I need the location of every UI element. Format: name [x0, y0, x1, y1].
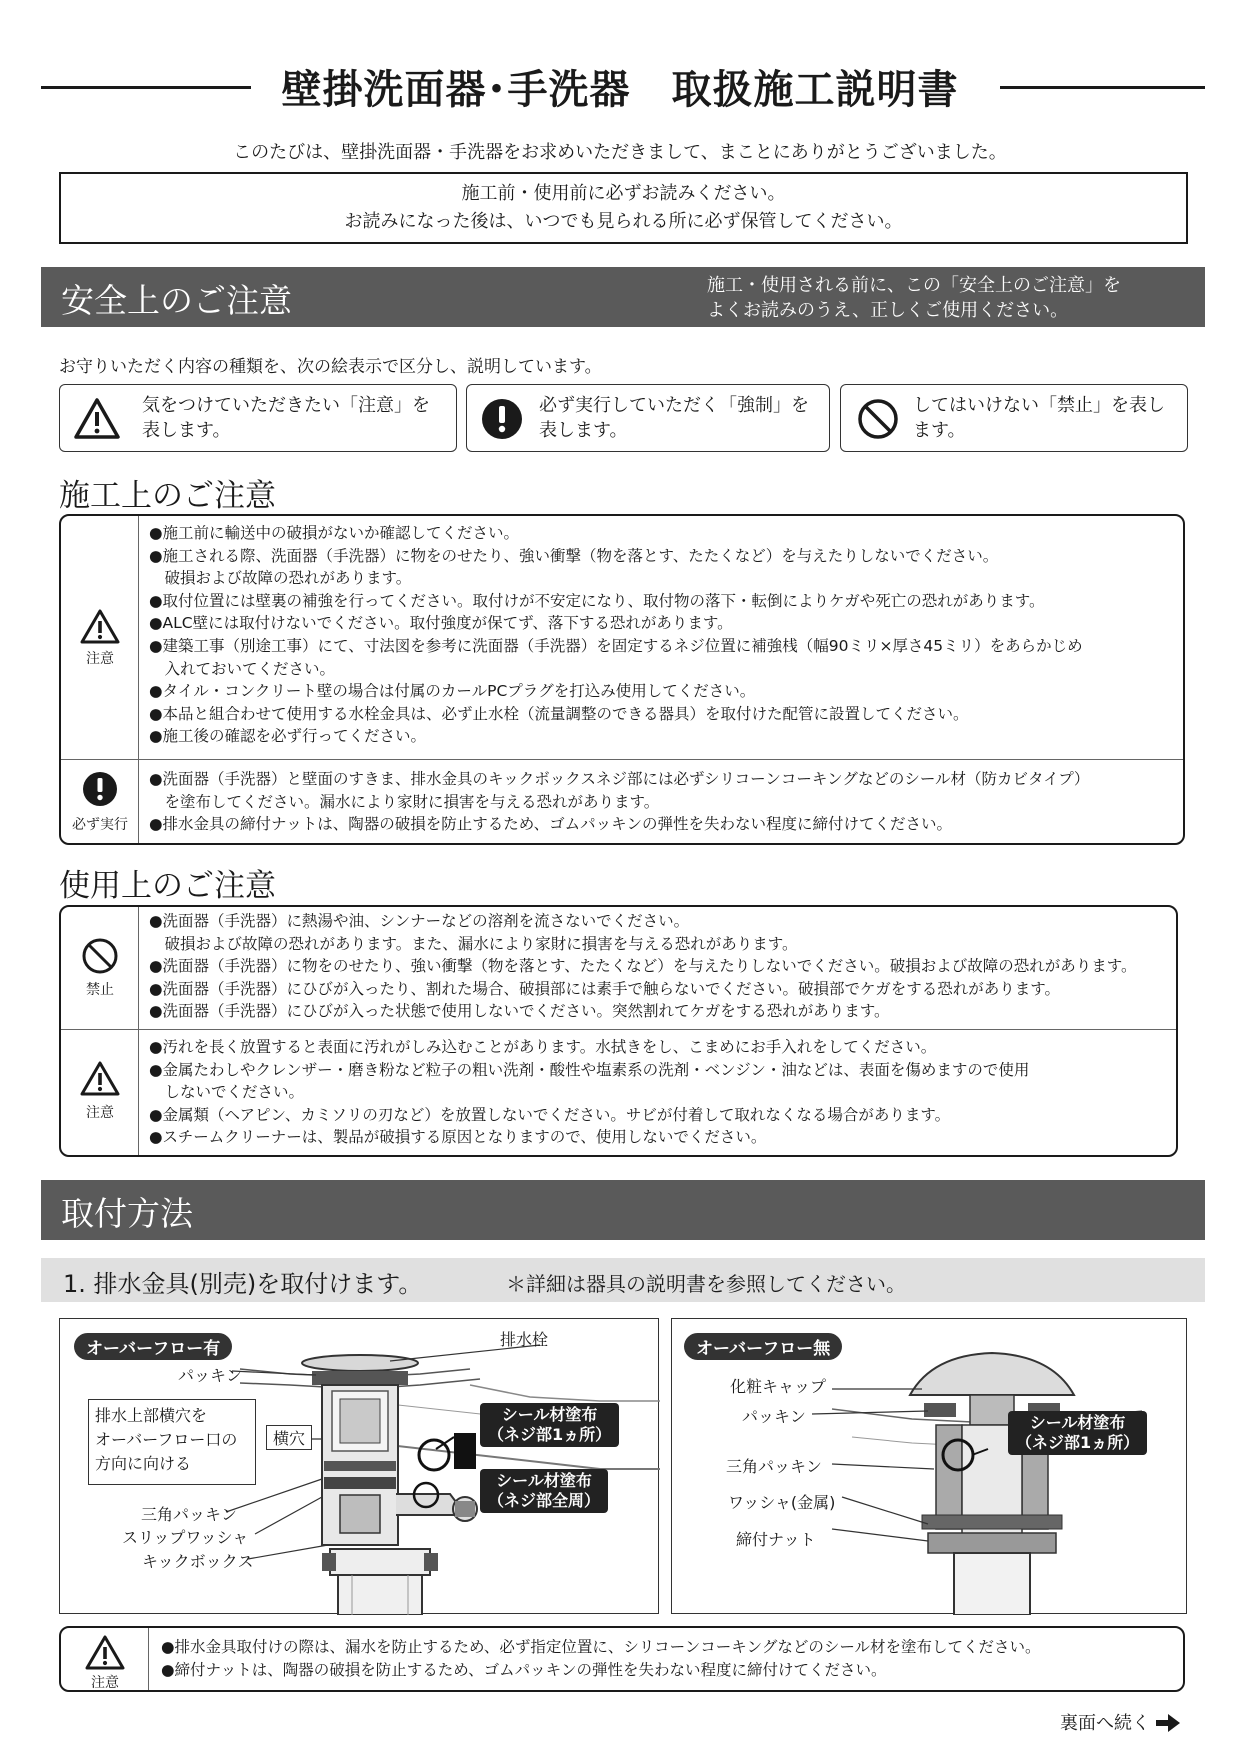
prohibited-text [149, 910, 1168, 1023]
symbol-legend-caution [59, 384, 457, 452]
symbol-text-line: 必ず実行していただく「強制」を [539, 395, 809, 416]
notice-line: お読みになった後は、いつでも見られる所に必ず保管してください。 [344, 211, 903, 232]
caution-line: ●施工後の確認を必ず行ってください。 [149, 727, 427, 746]
mandatory-text [149, 768, 1175, 836]
icon-label: 禁止 [86, 982, 114, 998]
seal-callout-one-spot [480, 1403, 619, 1447]
icon-label: 注意 [86, 1105, 114, 1121]
subtitle-line: よくお読みのうえ、正しくご使用ください。 [707, 300, 1069, 321]
warning-icon [80, 608, 120, 646]
prohibited-icon [855, 397, 901, 441]
continued-on-back [1060, 1709, 1180, 1735]
caution-line: ●施工される際、洗面器（手洗器）に物をのせたり、強い衝撃（物を落とす、たたくなど）を与えたりしないでください。 [149, 546, 999, 565]
install-mandatory-row [61, 759, 1183, 845]
icon-label: 注意 [91, 1675, 119, 1691]
mandatory-line: を塗布してください。漏水により家財に損害を与える恐れがあります。 [149, 792, 660, 811]
symbol-legend-mandatory [466, 384, 830, 452]
label-washer: ワッシャ(金属) [728, 1493, 836, 1512]
icon-label: 必ず実行 [72, 817, 128, 833]
warning-icon [85, 1634, 125, 1672]
drain-caution-panel [59, 1626, 1185, 1692]
warning-icon [74, 397, 120, 441]
icon-column [61, 1030, 139, 1157]
caution-line: ●タイル・コンクリート壁の場合は付属のカールPCプラグを打込み使用してください。 [149, 682, 756, 701]
drain-caution-line: ●締付ナットは、陶器の破損を防止するため、ゴムパッキンの弾性を失わない程度に締付けてください。 [161, 1660, 887, 1679]
install-caution-row [61, 516, 1183, 759]
mounting-header-bar [41, 1180, 1205, 1240]
callout-line: シール材塗布 [501, 1405, 598, 1424]
read-notice-box [59, 172, 1188, 244]
step-bar [41, 1258, 1205, 1302]
icon-column [61, 907, 139, 1029]
caution-line: ●本品と組合わせて使用する水栓金具は、必ず止水栓（流量調整のできる器具）を取付けた配管に設置してください。 [149, 704, 969, 723]
install-cautions-heading: 施工上のご注意 [59, 478, 276, 514]
caution-line: ●施工前に輸送中の破損がないか確認してください。 [149, 524, 520, 542]
intro-text: お守りいただく内容の種類を、次の絵表示で区分し、説明しています。 [59, 357, 602, 377]
mandatory-icon [80, 770, 120, 808]
overflow-absent-pill: オーバーフロー無 [684, 1333, 842, 1360]
label-drain-plug: 排水栓 [500, 1330, 549, 1349]
callout-line: （ネジ部1ヵ所） [488, 1425, 612, 1444]
seal-callout [1008, 1411, 1147, 1455]
continued-label: 裏面へ続く [1060, 1713, 1150, 1734]
icon-label: 注意 [86, 651, 114, 667]
label-slip-washer: スリップワッシャ [122, 1528, 249, 1547]
thanks-message: このたびは、壁掛洗面器・手洗器をお求めいただきまして、まことにありがとうございました。 [233, 142, 1007, 163]
caution-line: 破損および故障の恐れがあります。 [149, 569, 412, 588]
overflow-present-pill: オーバーフロー有 [74, 1333, 232, 1360]
label-triangle-packing: 三角パッキン [726, 1457, 822, 1476]
callout-line: シール材塗布 [496, 1471, 592, 1490]
prohibited-line: ●洗面器（手洗器）にひびが入ったり、割れた場合、破損部には素手で触らないでください。破損部でケガをする恐れがあります。 [149, 979, 1060, 998]
use-caution-line: ●汚れを長く放置すると表面に汚れがしみ込むことがあります。水拭きをし、こまめにお手入れをしてください。 [149, 1038, 937, 1056]
use-caution-line: ●金属たわしやクレンザー・磨き粉など粒子の粗い洗剤・酸性や塩素系の洗剤・ベンジン・油などは、表面を傷めますので使用 [149, 1060, 1030, 1079]
use-cautions-heading: 使用上のご注意 [59, 868, 276, 904]
callout-line: （ネジ部全周） [488, 1491, 601, 1510]
use-caution-row [61, 1029, 1176, 1157]
orientation-note [88, 1399, 256, 1485]
symbol-legend-prohibited [840, 384, 1188, 452]
seal-callout-full-thread [480, 1469, 608, 1513]
symbol-text-line: 表します。 [539, 420, 628, 441]
use-caution-line: ●スチームクリーナーは、製品が破損する原因となりますので、使用しないでください。 [149, 1128, 767, 1147]
note-line: 方向に向ける [95, 1454, 192, 1473]
side-hole-label: 横穴 [266, 1425, 312, 1450]
prohibited-line: ●洗面器（手洗器）に物をのせたり、強い衝撃（物を落とす、たたくなど）を与えたりしないでください。破損および故障の恐れがあります。 [149, 957, 1137, 976]
caution-line: ●ALC壁には取付けないでください。取付強度が保てず、落下する恐れがあります。 [149, 614, 733, 633]
drain-caution-text [161, 1636, 1175, 1681]
use-caution-line: ●金属類（ヘアピン、カミソリの刃など）を放置しないでください。サビが付着して取れなくなる場合があります。 [149, 1105, 951, 1124]
arrow-right-icon [1156, 1714, 1180, 1732]
mandatory-line: ●洗面器（手洗器）と壁面のすきま、排水金具のキックボックスネジ部には必ずシリコーンコーキングなどのシール材（防カビタイプ） [149, 770, 1090, 788]
note-line: 排水上部横穴を [95, 1406, 208, 1425]
icon-column [61, 760, 139, 845]
label-kick-box: キックボックス [142, 1552, 254, 1571]
symbol-text [142, 393, 430, 443]
diagram-without-overflow [671, 1318, 1187, 1614]
symbol-text-line: 表します。 [142, 420, 231, 441]
label-packing: パッキン [178, 1366, 242, 1385]
symbol-text-line: ます。 [913, 420, 966, 441]
caution-line: 入れておいてください。 [149, 659, 336, 678]
label-cosmetic-cap: 化粧キャップ [730, 1377, 827, 1396]
caution-line: ●建築工事（別途工事）にて、寸法図を参考に洗面器（手洗器）を固定するネジ位置に補強桟（幅90ミリ×厚さ45ミリ）をあらかじめ [149, 636, 1083, 655]
section-title: 安全上のご注意 [61, 281, 292, 320]
mandatory-icon [479, 397, 525, 441]
symbol-text [539, 393, 809, 443]
section-subtitle [707, 273, 1121, 323]
label-packing: パッキン [742, 1407, 806, 1426]
use-caution-text [149, 1036, 1168, 1149]
label-triangle-packing: 三角パッキン [141, 1505, 237, 1524]
diagram-with-overflow [59, 1318, 659, 1614]
label-nut: 締付ナット [736, 1530, 816, 1549]
use-prohibited-row [61, 907, 1176, 1029]
icon-column [61, 1628, 149, 1690]
caution-text [149, 522, 1175, 748]
notice-line: 施工前・使用前に必ずお読みください。 [461, 183, 786, 204]
drain-caution-line: ●排水金具取付けの際は、漏水を防止するため、必ず指定位置に、シリコーンコーキングなどのシール材を塗布してください。 [161, 1638, 1041, 1656]
step-note: ＊詳細は器具の説明書を参照してください。 [506, 1272, 906, 1296]
symbol-text-line: してはいけない「禁止」を表し [913, 395, 1165, 416]
prohibited-icon [80, 937, 120, 975]
prohibited-line: 破損および故障の恐れがあります。また、漏水により家財に損害を与える恐れがあります。 [149, 934, 798, 953]
prohibited-line: ●洗面器（手洗器）に熱湯や油、シンナーなどの溶剤を流さないでください。 [149, 912, 690, 930]
safety-header-bar [41, 267, 1205, 327]
caution-line: ●取付位置には壁裏の補強を行ってください。取付けが不安定になり、取付物の落下・転倒によりケガや死亡の恐れがあります。 [149, 591, 1045, 610]
symbol-text-line: 気をつけていただきたい「注意」を [142, 395, 430, 416]
note-line: オーバーフロー口の [95, 1430, 238, 1449]
callout-line: シール材塗布 [1029, 1413, 1126, 1432]
page-title: 壁掛洗面器･手洗器 取扱施工説明書 [0, 58, 1240, 115]
symbol-text [913, 393, 1165, 443]
step-title: 1. 排水金具(別売)を取付けます。 [63, 1270, 423, 1298]
section-title: 取付方法 [61, 1194, 193, 1233]
prohibited-line: ●洗面器（手洗器）にひびが入った状態で使用しないでください。突然割れてケガをする恐れがあります。 [149, 1002, 890, 1021]
callout-line: （ネジ部1ヵ所） [1016, 1433, 1140, 1452]
warning-icon [80, 1060, 120, 1098]
use-caution-line: しないでください。 [149, 1083, 305, 1102]
subtitle-line: 施工・使用される前に、この「安全上のご注意」を [707, 275, 1121, 296]
use-cautions-panel [59, 905, 1178, 1157]
mandatory-line: ●排水金具の締付ナットは、陶器の破損を防止するため、ゴムパッキンの弾性を失わない程度に締付けてください。 [149, 815, 952, 834]
install-cautions-panel [59, 514, 1185, 845]
icon-column [61, 516, 139, 759]
